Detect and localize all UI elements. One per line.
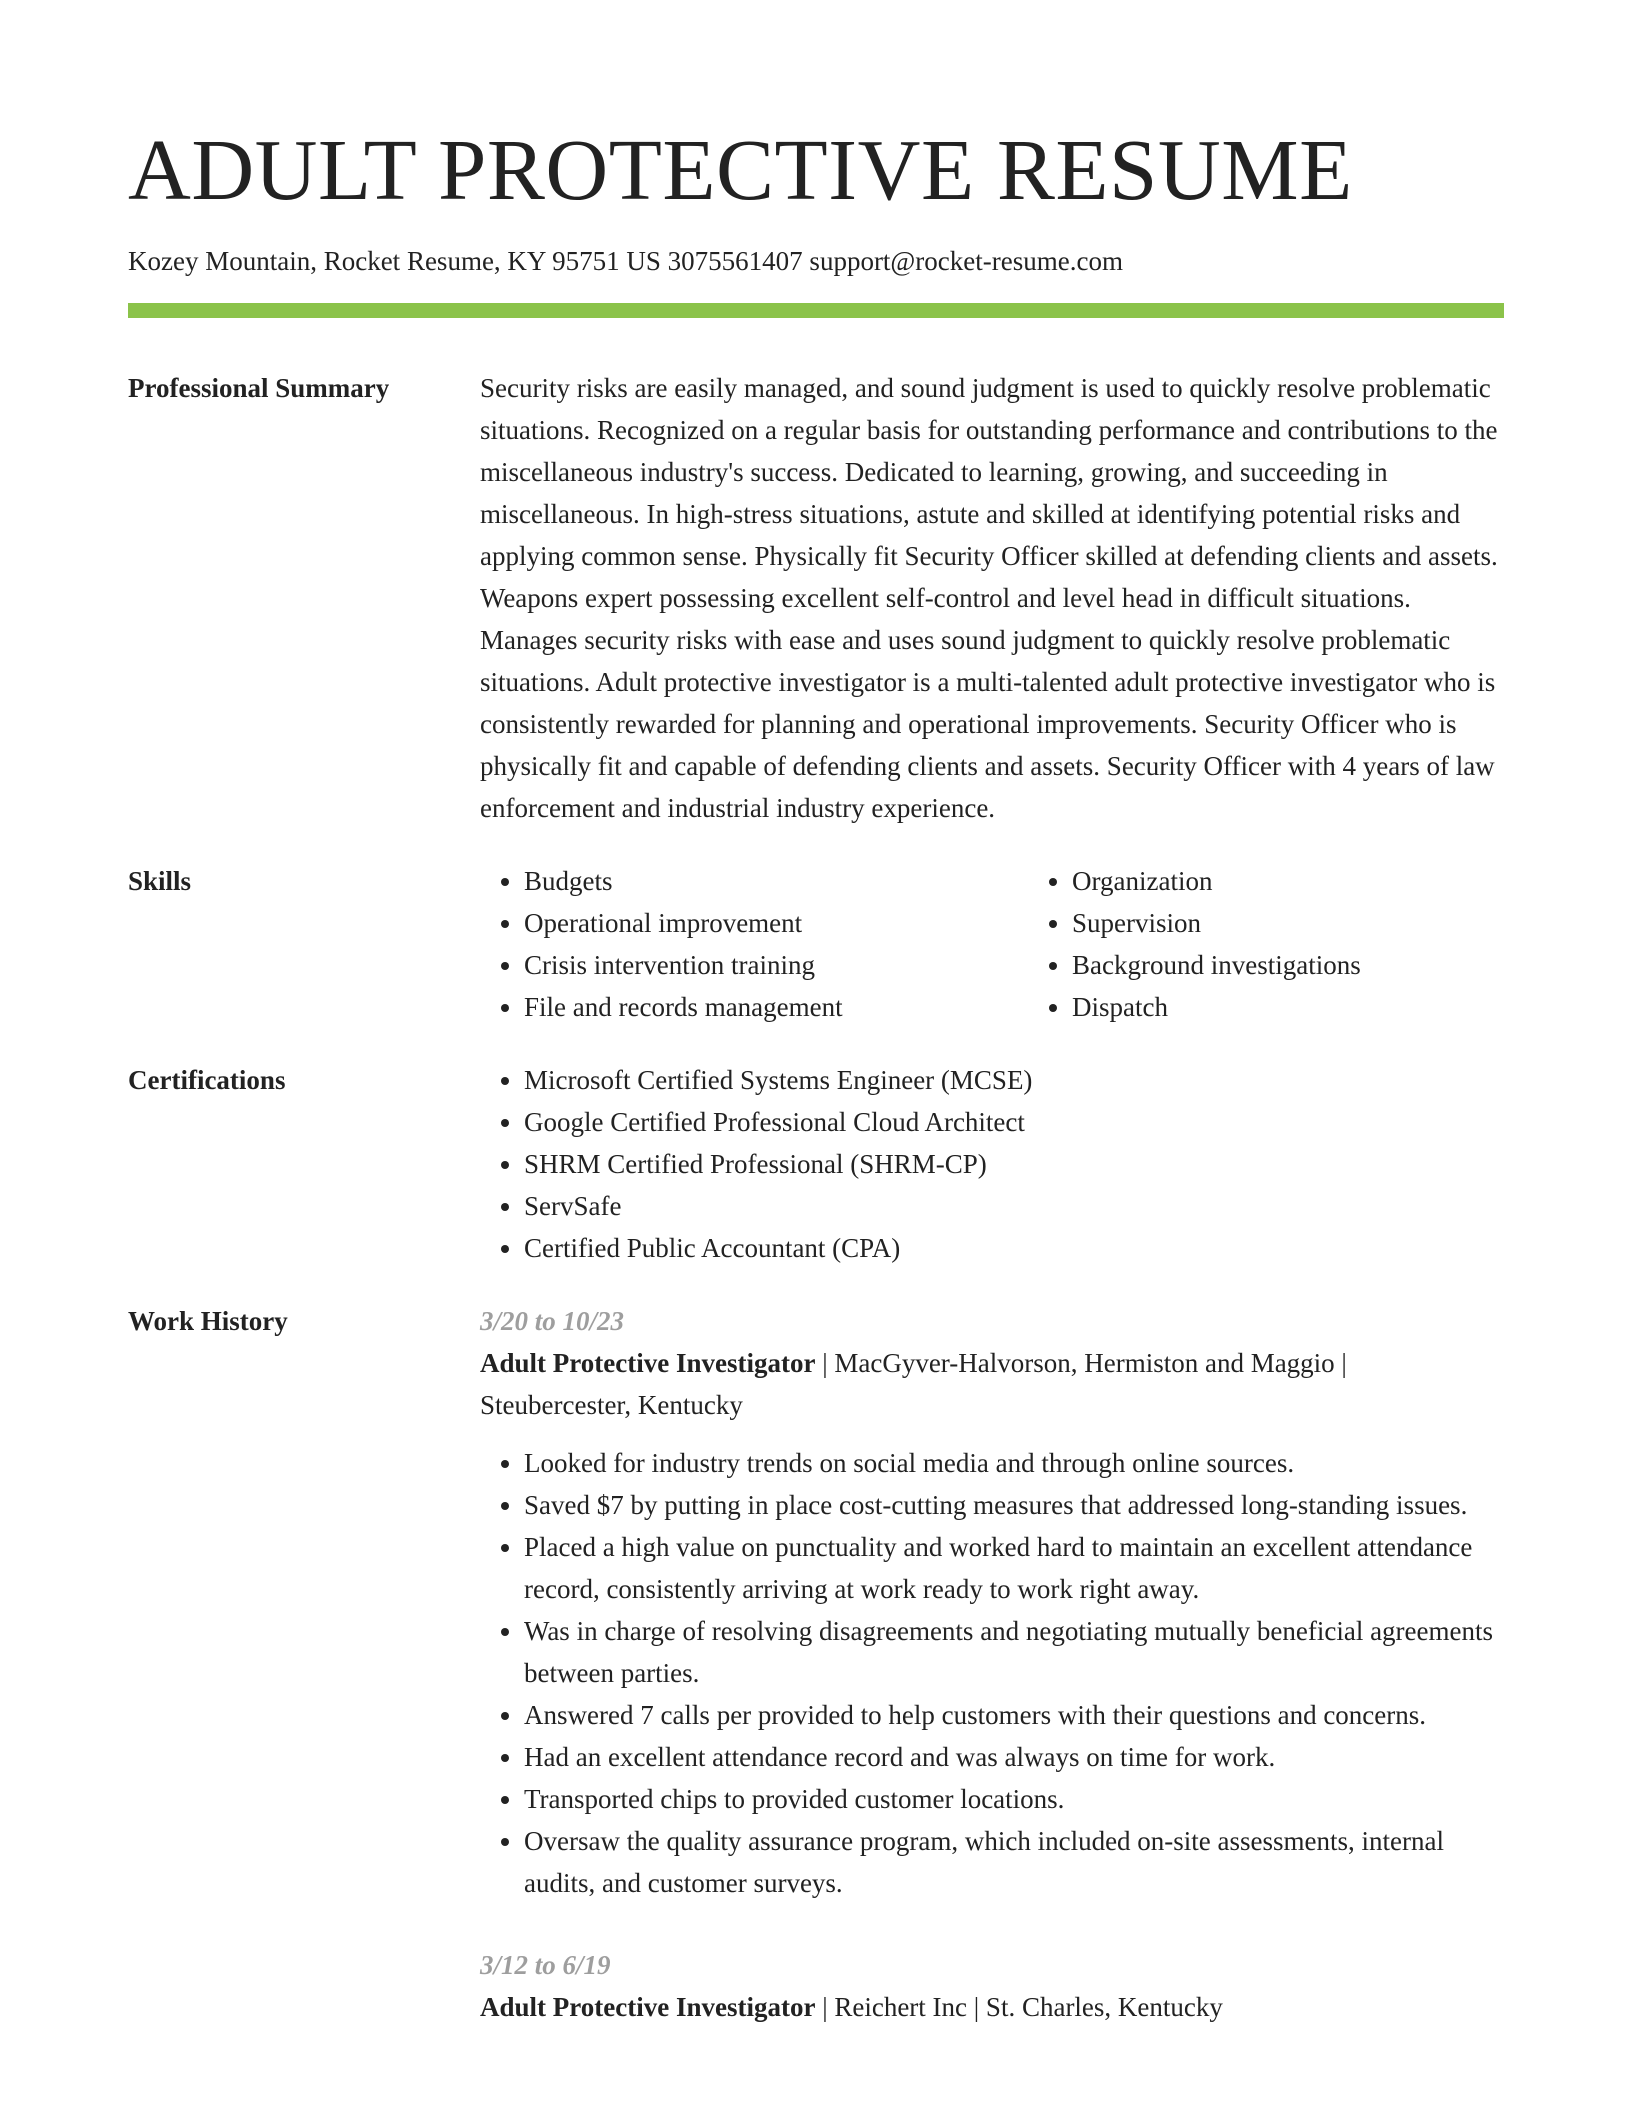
summary-text: Security risks are easily managed, and sound judgment is used to quickly resolve problematic situations. Recognized on a regular basis for outstanding performance and contributions to the miscellaneous industry's success. Dedicated to learning, growing, and succeeding in miscellaneous. In high-stress situations, astute and skilled at identifying potential risks and applying common sense. Physically fit Security Officer skilled at defending clients and assets. Weapons expert possessing excellent self-control and level head in difficult situations. Manages security risks with ease and uses sound judgment to quickly resolve problematic situations. Adult protective investigator is a multi-talented adult protective investigator who is consistently rewarded for planning and operational improvements. Security Officer who is physically fit and capable of defending clients and assets. Security Officer with 4 years of law enforcement and industrial industry experience. bbox=[480, 373, 1498, 823]
summary-content bbox=[480, 367, 1504, 829]
job-bullets bbox=[480, 1442, 1504, 1904]
job-bullet: • Answered 7 calls per provided to help customers with their questions and concerns. bbox=[524, 1694, 1504, 1736]
certification-item: • Microsoft Certified Systems Engineer (MCSE) bbox=[524, 1059, 1504, 1101]
certification-item: • Google Certified Professional Cloud Architect bbox=[524, 1101, 1504, 1143]
skills-section bbox=[128, 860, 1504, 1028]
job-entry bbox=[480, 1944, 1504, 2028]
work-history-heading: Work History bbox=[128, 1306, 288, 1336]
work-history-section bbox=[128, 1300, 1504, 2028]
skill-item: • File and records management bbox=[524, 986, 1028, 1028]
skill-item: • Background investigations bbox=[1072, 944, 1576, 986]
skills-grid bbox=[480, 860, 1576, 1028]
skills-content bbox=[480, 860, 1576, 1028]
summary-section bbox=[128, 367, 1504, 829]
summary-heading: Professional Summary bbox=[128, 373, 390, 403]
skills-list-left bbox=[480, 860, 1028, 1028]
job-dates: 3/12 to 6/19 bbox=[480, 1950, 611, 1980]
skills-list-right bbox=[1028, 860, 1576, 1028]
skill-item: • Operational improvement bbox=[524, 902, 1028, 944]
job-bullet: • Looked for industry trends on social media and through online sources. bbox=[524, 1442, 1504, 1484]
work-history-content bbox=[480, 1300, 1504, 2028]
certification-item: • Certified Public Accountant (CPA) bbox=[524, 1227, 1504, 1269]
skill-item: • Dispatch bbox=[1072, 986, 1576, 1028]
job-bullet: • Saved $7 by putting in place cost-cutting measures that addressed long-standing issues. bbox=[524, 1484, 1504, 1526]
skill-item: • Supervision bbox=[1072, 902, 1576, 944]
job-bullet: • Had an excellent attendance record and was always on time for work. bbox=[524, 1736, 1504, 1778]
skill-item: • Budgets bbox=[524, 860, 1028, 902]
certifications-heading: Certifications bbox=[128, 1065, 286, 1095]
job-details: | MacGyver-Halvorson, Hermiston and Maggio | Steubercester, Kentucky bbox=[480, 1348, 1347, 1420]
job-bullet: • Was in charge of resolving disagreements and negotiating mutually beneficial agreements between parties. bbox=[524, 1610, 1504, 1694]
job-header bbox=[480, 1986, 1504, 2028]
certifications-list bbox=[480, 1059, 1504, 1269]
job-title: Adult Protective Investigator bbox=[480, 1348, 816, 1378]
resume-title: ADULT PROTECTIVE RESUME bbox=[128, 121, 1353, 218]
certifications-content bbox=[480, 1059, 1504, 1269]
accent-divider bbox=[128, 303, 1504, 318]
resume-page bbox=[128, 0, 1504, 2028]
contact-line: Kozey Mountain, Rocket Resume, KY 95751 US 3075561407 support@rocket-resume.com bbox=[128, 246, 1123, 276]
certification-item: • ServSafe bbox=[524, 1185, 1504, 1227]
job-details: | Reichert Inc | St. Charles, Kentucky bbox=[815, 1992, 1223, 2022]
job-title: Adult Protective Investigator bbox=[480, 1992, 816, 2022]
skill-item: • Organization bbox=[1072, 860, 1576, 902]
job-bullet: • Transported chips to provided customer locations. bbox=[524, 1778, 1504, 1820]
certification-item: • SHRM Certified Professional (SHRM-CP) bbox=[524, 1143, 1504, 1185]
job-bullet: • Placed a high value on punctuality and worked hard to maintain an excellent attendance record, consistently arriving at work ready to work right away. bbox=[524, 1526, 1504, 1610]
certifications-section bbox=[128, 1059, 1504, 1269]
job-bullet: • Oversaw the quality assurance program, which included on-site assessments, internal audits, and customer surveys. bbox=[524, 1820, 1504, 1904]
skill-item: • Crisis intervention training bbox=[524, 944, 1028, 986]
job-dates: 3/20 to 10/23 bbox=[480, 1306, 625, 1336]
skills-heading: Skills bbox=[128, 866, 192, 896]
job-header bbox=[480, 1342, 1504, 1426]
job-entry bbox=[480, 1300, 1504, 1904]
